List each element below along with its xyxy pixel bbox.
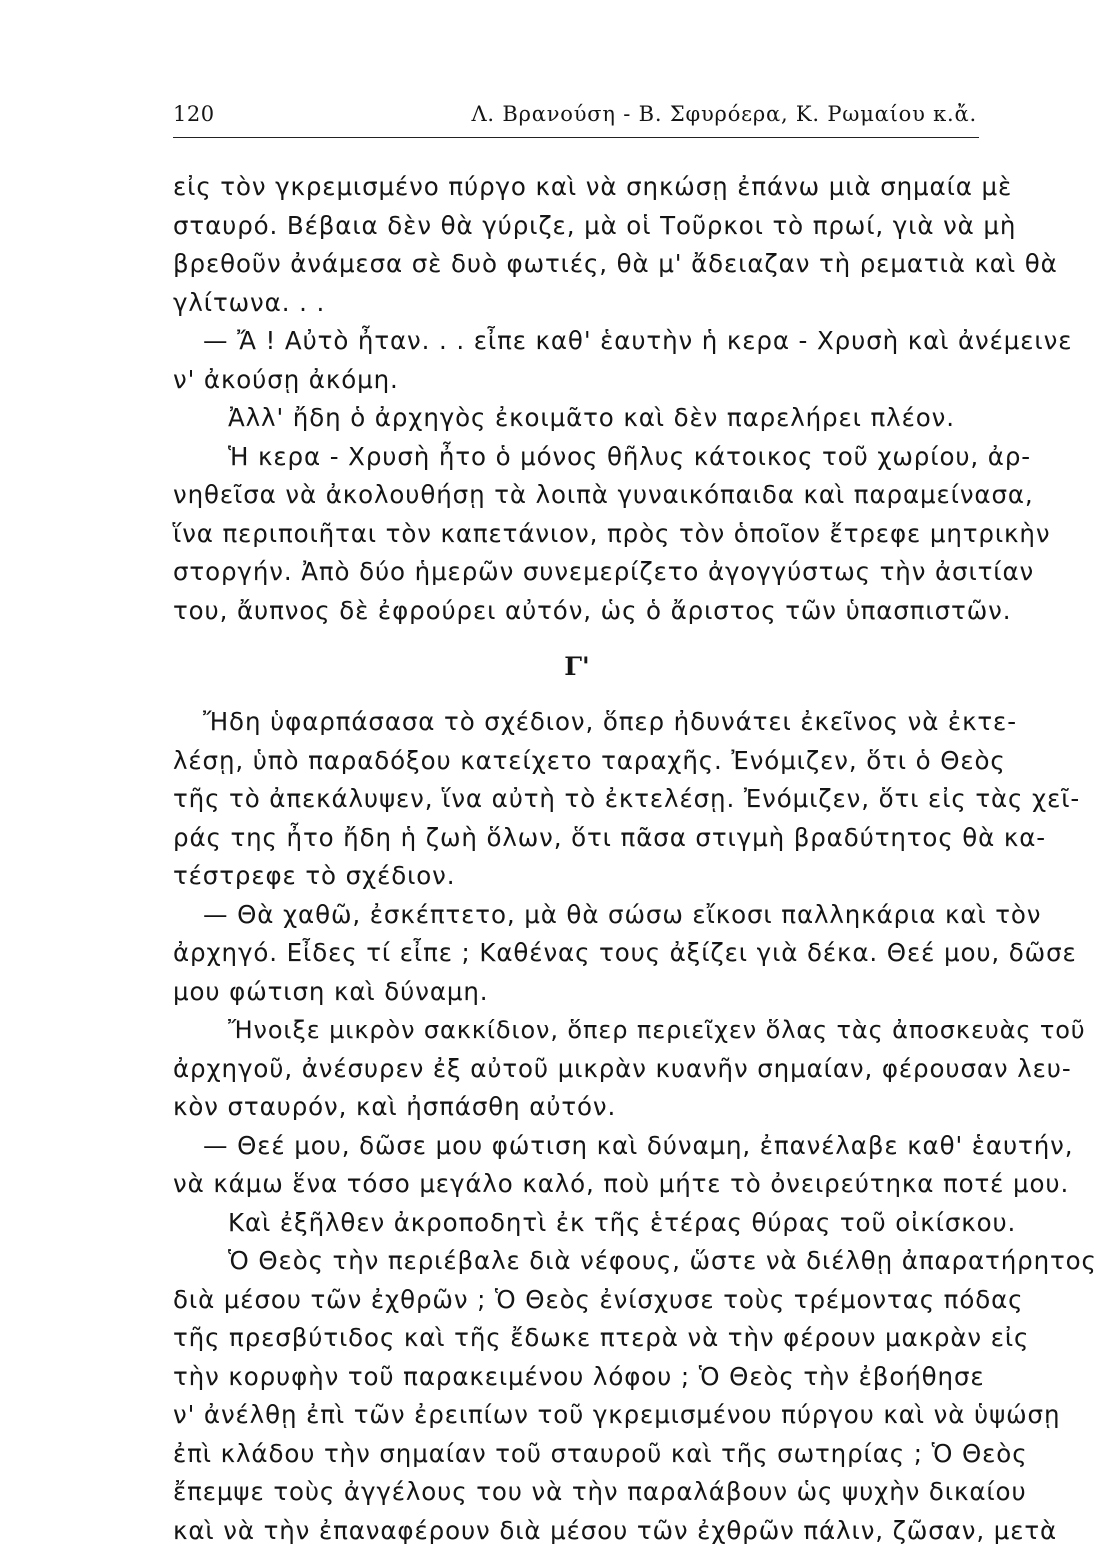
text-line: τῆς τὸ ἀπεκάλυψεν, ἵνα αὐτὴ τὸ ἐκτελέσῃ. Ἐνόμιζεν, ὅτι εἰς τὰς χεῖ- <box>173 784 1081 813</box>
text-line: καὶ νὰ τὴν ἐπαναφέρουν διὰ μέσου τῶν ἐχθρῶν πάλιν, ζῶσαν, μετὰ <box>173 1515 1058 1545</box>
text-line: βρεθοῦν ἀνάμεσα σὲ δυὸ φωτιές, θὰ μ' ἄδειαζαν τὴ ρεματιὰ καὶ θὰ <box>173 249 1058 278</box>
text-line: ἔπεμψε τοὺς ἀγγέλους του νὰ τὴν παραλάβουν ὡς ψυχὴν δικαίου <box>173 1477 1027 1506</box>
text-line: τέστρεφε τὸ σχέδιον. <box>173 861 456 890</box>
text-line: Ἡ κερα - Χρυσὴ ἦτο ὁ μόνος θῆλυς κάτοικος τοῦ χωρίου, ἀρ- <box>228 441 1032 471</box>
text-line: στοργήν. Ἀπὸ δύο ἡμερῶν συνεμερίζετο ἀγογγύστως τὴν ἀσιτίαν <box>173 557 1035 586</box>
text-line: τῆς πρεσβύτιδος καὶ τῆς ἔδωκε πτερὰ νὰ τὴν φέρουν μακρὰν εἰς <box>173 1323 1030 1352</box>
text-line: ἀρχηγό. Εἶδες τί εἶπε ; Καθένας τους ἀξίζει γιὰ δέκα. Θεέ μου, δῶσε <box>173 938 1077 967</box>
text-line: ἵνα περιποιῆται τὸν καπετάνιον, πρὸς τὸν ὁποῖον ἔτρεφε μητρικὴν <box>173 518 1051 548</box>
text-line: σταυρό. Βέβαια δὲν θὰ γύριζε, μὰ οἱ Τοῦρκοι τὸ πρωί, γιὰ νὰ μὴ <box>173 210 1017 240</box>
text-line: μου φώτιση καὶ δύναμη. <box>173 976 489 1006</box>
text-line: του, ἄυπνος δὲ ἐφρούρει αὐτόν, ὡς ὁ ἄριστος τῶν ὑπασπιστῶν. <box>173 595 1012 625</box>
text-line: — Θεέ μου, δῶσε μου φώτιση καὶ δύναμη, ἐπανέλαβε καθ' ἑαυτήν, <box>203 1130 1074 1160</box>
text-line: ν' ἀνέλθῃ ἐπὶ τῶν ἐρειπίων τοῦ γκρεμισμένου πύργου καὶ νὰ ὑψώσῃ <box>173 1400 1061 1429</box>
text-line: κὸν σταυρόν, καὶ ἠσπάσθη αὐτόν. <box>173 1092 617 1121</box>
header-rule <box>173 137 979 138</box>
text-line: Καὶ ἐξῆλθεν ἀκροποδητὶ ἐκ τῆς ἑτέρας θύρας τοῦ οἰκίσκου. <box>228 1207 1017 1237</box>
text-line: Ἤδη ὑφαρπάσασα τὸ σχέδιον, ὅπερ ἠδυνάτει ἐκεῖνος νὰ ἐκτε- <box>203 707 1017 736</box>
running-head: Λ. Βρανούση - Β. Σφυρόερα, Κ. Ρωμαίου κ.ἄ. <box>471 102 977 126</box>
text-line: — Θὰ χαθῶ, ἐσκέπτετο, μὰ θὰ σώσω εἴκοσι παλληκάρια καὶ τὸν <box>203 899 1042 929</box>
text-line: εἰς τὸν γκρεμισμένο πύργο καὶ νὰ σηκώσῃ ἐπάνω μιὰ σημαία μὲ <box>173 172 1013 201</box>
text-line: νὰ κάμω ἕνα τόσο μεγάλο καλό, ποὺ μήτε τὸ ὀνειρεύτηκα ποτέ μου. <box>173 1169 1070 1198</box>
text-line: ράς της ἦτο ἤδη ἡ ζωὴ ὅλων, ὅτι πᾶσα στιγμὴ βραδύτητος θὰ κα- <box>173 822 1047 852</box>
text-line: ν' ἀκούσῃ ἀκόμη. <box>173 364 399 394</box>
page-header <box>173 100 979 134</box>
text-line: διὰ μέσου τῶν ἐχθρῶν ; Ὁ Θεὸς ἐνίσχυσε τοὺς τρέμοντας πόδας <box>173 1284 1024 1314</box>
text-line: Ἤνοιξε μικρὸν σακκίδιον, ὅπερ περιεῖχεν ὅλας τὰς ἀποσκευὰς τοῦ <box>228 1016 1086 1044</box>
text-line: — Ἄ ! Αὐτὸ ἦταν. . . εἶπε καθ' ἑαυτὴν ἡ κερα - Χρυσὴ καὶ ἀνέμεινε <box>203 326 1073 355</box>
text-line: ἐπὶ κλάδου τὴν σημαίαν τοῦ σταυροῦ καὶ τῆς σωτηρίας ; Ὁ Θεὸς <box>173 1438 1028 1468</box>
section-heading: Γ' <box>564 652 590 681</box>
text-line: λέσῃ, ὑπὸ παραδόξου κατείχετο ταραχῆς. Ἐνόμιζεν, ὅτι ὁ Θεὸς <box>173 745 1006 775</box>
text-line: νηθεῖσα νὰ ἀκολουθήσῃ τὰ λοιπὰ γυναικόπαιδα καὶ παραμείνασα, <box>173 480 1034 509</box>
text-line: Ἀλλ' ἤδη ὁ ἀρχηγὸς ἐκοιμᾶτο καὶ δὲν παρελήρει πλέον. <box>228 403 955 432</box>
page-number: 120 <box>173 102 215 126</box>
text-line: ἀρχηγοῦ, ἀνέσυρεν ἐξ αὐτοῦ μικρὰν κυανῆν σημαίαν, φέρουσαν λευ- <box>173 1053 1072 1083</box>
text-line: τὴν κορυφὴν τοῦ παρακειμένου λόφου ; Ὁ Θεὸς τὴν ἐβοήθησε <box>173 1361 985 1391</box>
text-line: γλίτωνα. . . <box>173 287 326 317</box>
text-line: Ὁ Θεὸς τὴν περιέβαλε διὰ νέφους, ὥστε νὰ διέλθῃ ἀπαρατήρητος <box>228 1246 1097 1275</box>
